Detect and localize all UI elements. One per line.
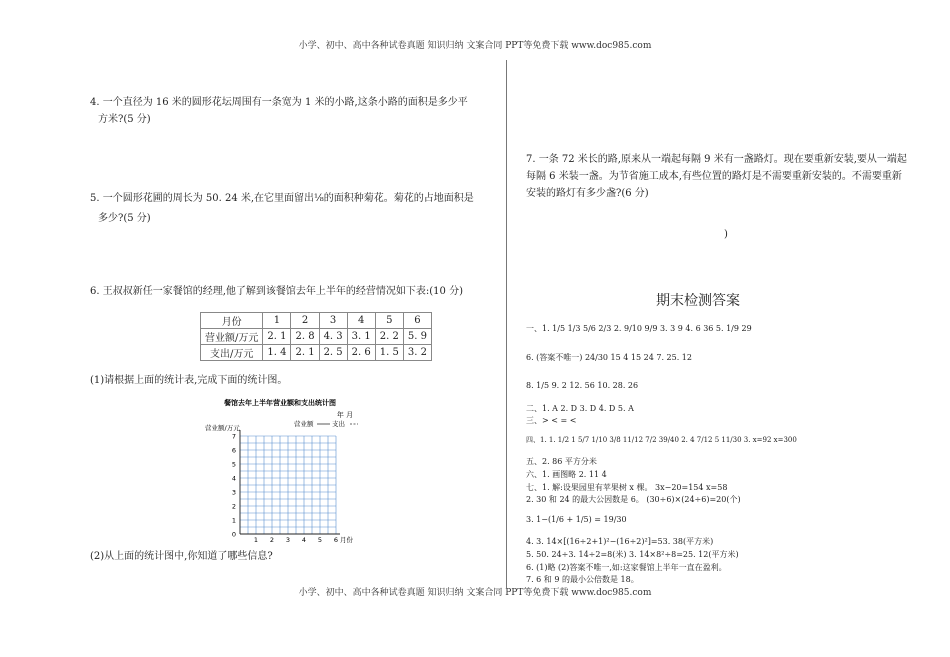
- x-tick-label: 2: [269, 536, 275, 544]
- legend-revenue-label: 营业额: [294, 420, 314, 428]
- table-cell: 5. 9: [403, 329, 431, 345]
- answer-8: 8. 1/5 9. 2 12. 56 10. 28. 26: [526, 381, 639, 390]
- question-7-line1: 7. 一条 72 米长的路,原来从一端起每隔 9 米有一盏路灯。现在要重新安装,要从一端起: [526, 154, 907, 165]
- answer-section-7-6: 6. (1)略 (2)答案不唯一,如:这家餐馆上半年一直在盈利。: [526, 563, 727, 572]
- y-tick-label: 3: [231, 488, 236, 497]
- question-5-line2: 多少?(5 分): [98, 213, 151, 224]
- legend-expense-label: 支出: [332, 420, 345, 428]
- table-cell: 2. 8: [291, 329, 319, 345]
- table-cell: 营业额/万元: [201, 329, 263, 345]
- chart-y-label: 营业额/万元: [205, 424, 240, 432]
- answer-section-7-4: 4. 3. 14×[(16÷2+1)²−(16÷2)²]=53. 38(平方米): [526, 537, 714, 546]
- table-cell: 1: [263, 313, 291, 329]
- y-tick-label: 2: [231, 502, 236, 511]
- chart-y-ticks: [232, 433, 236, 539]
- chart-x-label: 月份: [340, 536, 353, 544]
- sub-question-1: (1)请根据上面的统计表,完成下面的统计图。: [90, 375, 288, 386]
- answer-section-2: 二、1. A 2. D 3. D 4. D 5. A: [526, 404, 634, 413]
- table-cell: 4. 3: [319, 329, 347, 345]
- table-row: [201, 345, 432, 361]
- x-tick-label: 6: [333, 536, 339, 544]
- y-tick-label: 5: [231, 460, 236, 469]
- sub-question-2: (2)从上面的统计图中,你知道了哪些信息?: [90, 551, 273, 562]
- question-4-line2: 方米?(5 分): [98, 114, 151, 125]
- table-cell: 2. 1: [263, 329, 291, 345]
- answer-section-7-5: 5. 50. 24÷3. 14÷2=8(米) 3. 14×8²÷8=25. 12(平方米): [526, 550, 739, 559]
- page-footer: 小学、初中、高中各种试卷真题 知识归纳 文案合同 PPT等免费下载 www.doc985.com: [298, 588, 652, 598]
- x-tick-label: 5: [317, 536, 323, 544]
- table-cell: 2. 2: [375, 329, 403, 345]
- answer-section-7-2: 2. 30 和 24 的最大公因数是 6。 (30÷6)×(24÷6)=20(个): [526, 495, 741, 504]
- table-cell: 5: [375, 313, 403, 329]
- statistics-chart: [200, 396, 360, 544]
- stats-table: [200, 312, 432, 361]
- question-7-line3: 安装的路灯有多少盏?(6 分): [526, 188, 649, 199]
- question-5-line1: 5. 一个圆形花圃的周长为 50. 24 米,在它里面留出¹⁄₈的面积种菊花。菊花的占地面积是: [90, 193, 474, 204]
- table-cell: 支出/万元: [201, 345, 263, 361]
- y-tick-label: 7: [231, 432, 236, 441]
- table-cell: 2. 1: [291, 345, 319, 361]
- chart-x-ticks: [254, 536, 338, 544]
- answer-section-5: 五、2. 86 平方分米: [526, 457, 597, 466]
- question-7-line2: 每隔 6 米装一盏。为节省施工成本,有些位置的路灯是不需要重新安装的。不需要重新: [526, 171, 902, 182]
- table-cell: 月份: [201, 313, 263, 329]
- answer-paren: ): [724, 229, 728, 240]
- chart-date-label: 年 月: [336, 411, 354, 419]
- x-tick-label: 4: [301, 536, 307, 544]
- answer-1: 一、1. 1/5 1/3 5/6 2/3 2. 9/10 9/9 3. 3 9 4. 6 36 5. 1/9 29: [526, 324, 752, 333]
- table-cell: 6: [403, 313, 431, 329]
- table-cell: 1. 4: [263, 345, 291, 361]
- answer-section-4: 四、1. 1. 1/2 1 5/7 1/10 3/8 11/12 7/2 39/40 2. 4 7/12 5 11/30 3. x=92 x=300: [526, 436, 797, 444]
- chart-title: 餐馆去年上半年营业额和支出统计图: [224, 399, 336, 407]
- table-header-row: [201, 313, 432, 329]
- y-tick-label: 6: [231, 446, 236, 455]
- y-tick-label: 4: [231, 474, 236, 483]
- answer-6: 6. (答案不唯一) 24/30 15 4 15 24 7. 25. 12: [526, 353, 692, 362]
- answer-section-7-7: 7. 6 和 9 的最小公倍数是 18。: [526, 575, 639, 584]
- table-cell: 1. 5: [375, 345, 403, 361]
- table-cell: 3. 1: [347, 329, 375, 345]
- table-row: [201, 329, 432, 345]
- table-cell: 2: [291, 313, 319, 329]
- x-tick-label: 3: [285, 536, 291, 544]
- answer-section-7-1: 七、1. 解:设果园里有苹果树 x 棵。 3x−20=154 x=58: [526, 483, 728, 492]
- question-4-line1: 4. 一个直径为 16 米的圆形花坛周围有一条宽为 1 米的小路,这条小路的面积是多少平: [90, 97, 468, 108]
- y-tick-label: 0: [231, 530, 236, 539]
- chart-grid: [240, 430, 340, 534]
- table-cell: 3: [319, 313, 347, 329]
- answer-section-3: 三、> < = <: [526, 416, 577, 425]
- answer-section-7-3: 3. 1−(1/6 + 1/5) = 19/30: [526, 515, 627, 524]
- column-divider: [506, 60, 507, 588]
- table-cell: 3. 2: [403, 345, 431, 361]
- x-tick-label: 1: [253, 536, 259, 544]
- table-cell: 2. 6: [347, 345, 375, 361]
- y-tick-label: 1: [231, 516, 236, 525]
- question-6: 6. 王叔叔新任一家餐馆的经理,他了解到该餐馆去年上半年的经营情况如下表:(10 分): [90, 286, 463, 297]
- table-cell: 4: [347, 313, 375, 329]
- table-cell: 2. 5: [319, 345, 347, 361]
- answer-section-6: 六、1. 画图略 2. 11 4: [526, 470, 607, 479]
- answers-title: 期末检测答案: [656, 293, 740, 309]
- page-header: 小学、初中、高中各种试卷真题 知识归纳 文案合同 PPT等免费下载 www.doc985.com: [298, 41, 652, 51]
